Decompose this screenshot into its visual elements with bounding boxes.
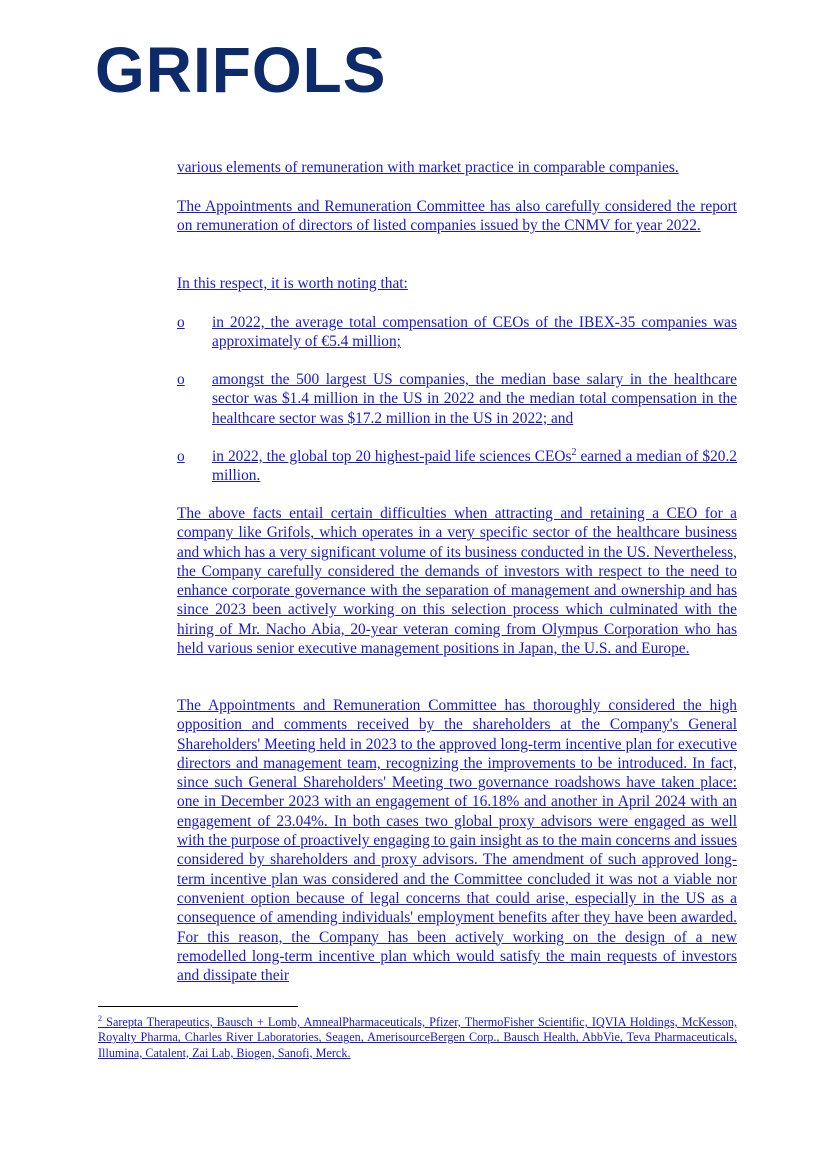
paragraph-ceo-hiring: The above facts entail certain difficulties when attracting and retaining a CEO for a company like Grifols, which operates in a very specific sector of the healthcare business and which has a very significant volume of its business conducted in the US. Nevertheless, the Company carefully considered the demands of investors with respect to the need to enhance corporate governance with the separation of management and ownership and has since 2023 been actively working on this selection process which culminated with the hiring of Mr. Nacho Abia, 20-year veteran coming from Olympus Corporation who has held various senior executive management positions in Japan, the U.S. and Europe. xyxy=(177,505,737,658)
footnote-companies-list: $^2$ Sarepta Therapeutics, Bausch + Lomb, AmnealPharmaceuticals, Pfizer, ThermoFisher Scientific, IQVIA Holdings, McKesson, Royalty Pharma, Charles River Laboratories, Seagen, AmerisourceBergen Corp., Bausch Health, AbbVie, Teva Pharmaceuticals, Illumina, Catalent, Zai Lab, Biogen, Sanofi, Merck. xyxy=(98,1013,737,1060)
grifols-logo: GRIFOLS xyxy=(95,34,387,106)
paragraph-worth-noting: In this respect, it is worth noting that: xyxy=(177,275,408,292)
bullet-us-healthcare-salary: amongst the 500 largest US companies, the median base salary in the healthcare sector was $1.4 million in the US in 2022 and the median total compensation in the healthcare sector was $17.2 million in the US in 2022; and xyxy=(212,371,737,427)
bullet-life-sciences-ceos: in 2022, the global top 20 highest-paid life sciences CEOs$^2$ earned a median of $20.2 million. xyxy=(212,446,737,485)
bullet-marker: o xyxy=(177,314,185,331)
paragraph-cnmv-report: The Appointments and Remuneration Committee has also carefully considered the report on remuneration of directors of listed companies issued by the CNMV for year 2022. xyxy=(177,198,737,235)
footnote-marker: 2 xyxy=(98,1013,102,1023)
bullet-marker: o xyxy=(177,371,185,388)
paragraph-shareholder-opposition: The Appointments and Remuneration Committee has thoroughly considered the high opposition and comments received by the shareholders at the Company's General Shareholders' Meeting held in 2023 to the approved long-term incentive plan for executive directors and management team, recognizing the improvements to be introduced. In fact, since such General Shareholders' Meeting two governance roadshows have taken place: one in December 2023 with an engagement of 16.18% and another in April 2024 with an engagement of 23.04%. In both cases two global proxy advisors were engaged as well with the purpose of proactively engaging to gain insight as to the main concerns and issues considered by shareholders and proxy advisors. The amendment of such approved long-term incentive plan was considered and the Committee concluded it was not a viable nor convenient option because of legal concerns that could arise, especially in the US as a consequence of amending individuals' employment benefits after they have been awarded. For this reason, the Company has been actively working on the design of a new remodelled long-term incentive plan which would satisfy the main requests of investors and dissipate their xyxy=(177,697,737,985)
footnote-separator xyxy=(98,1006,298,1007)
bullet-ibex35-compensation: in 2022, the average total compensation of CEOs of the IBEX-35 companies was approximately of €5.4 million; xyxy=(212,314,737,351)
footnote-reference[interactable]: 2 xyxy=(571,446,577,458)
bullet-marker: o xyxy=(177,448,185,465)
paragraph-remuneration-elements: various elements of remuneration with market practice in comparable companies. xyxy=(177,159,679,176)
